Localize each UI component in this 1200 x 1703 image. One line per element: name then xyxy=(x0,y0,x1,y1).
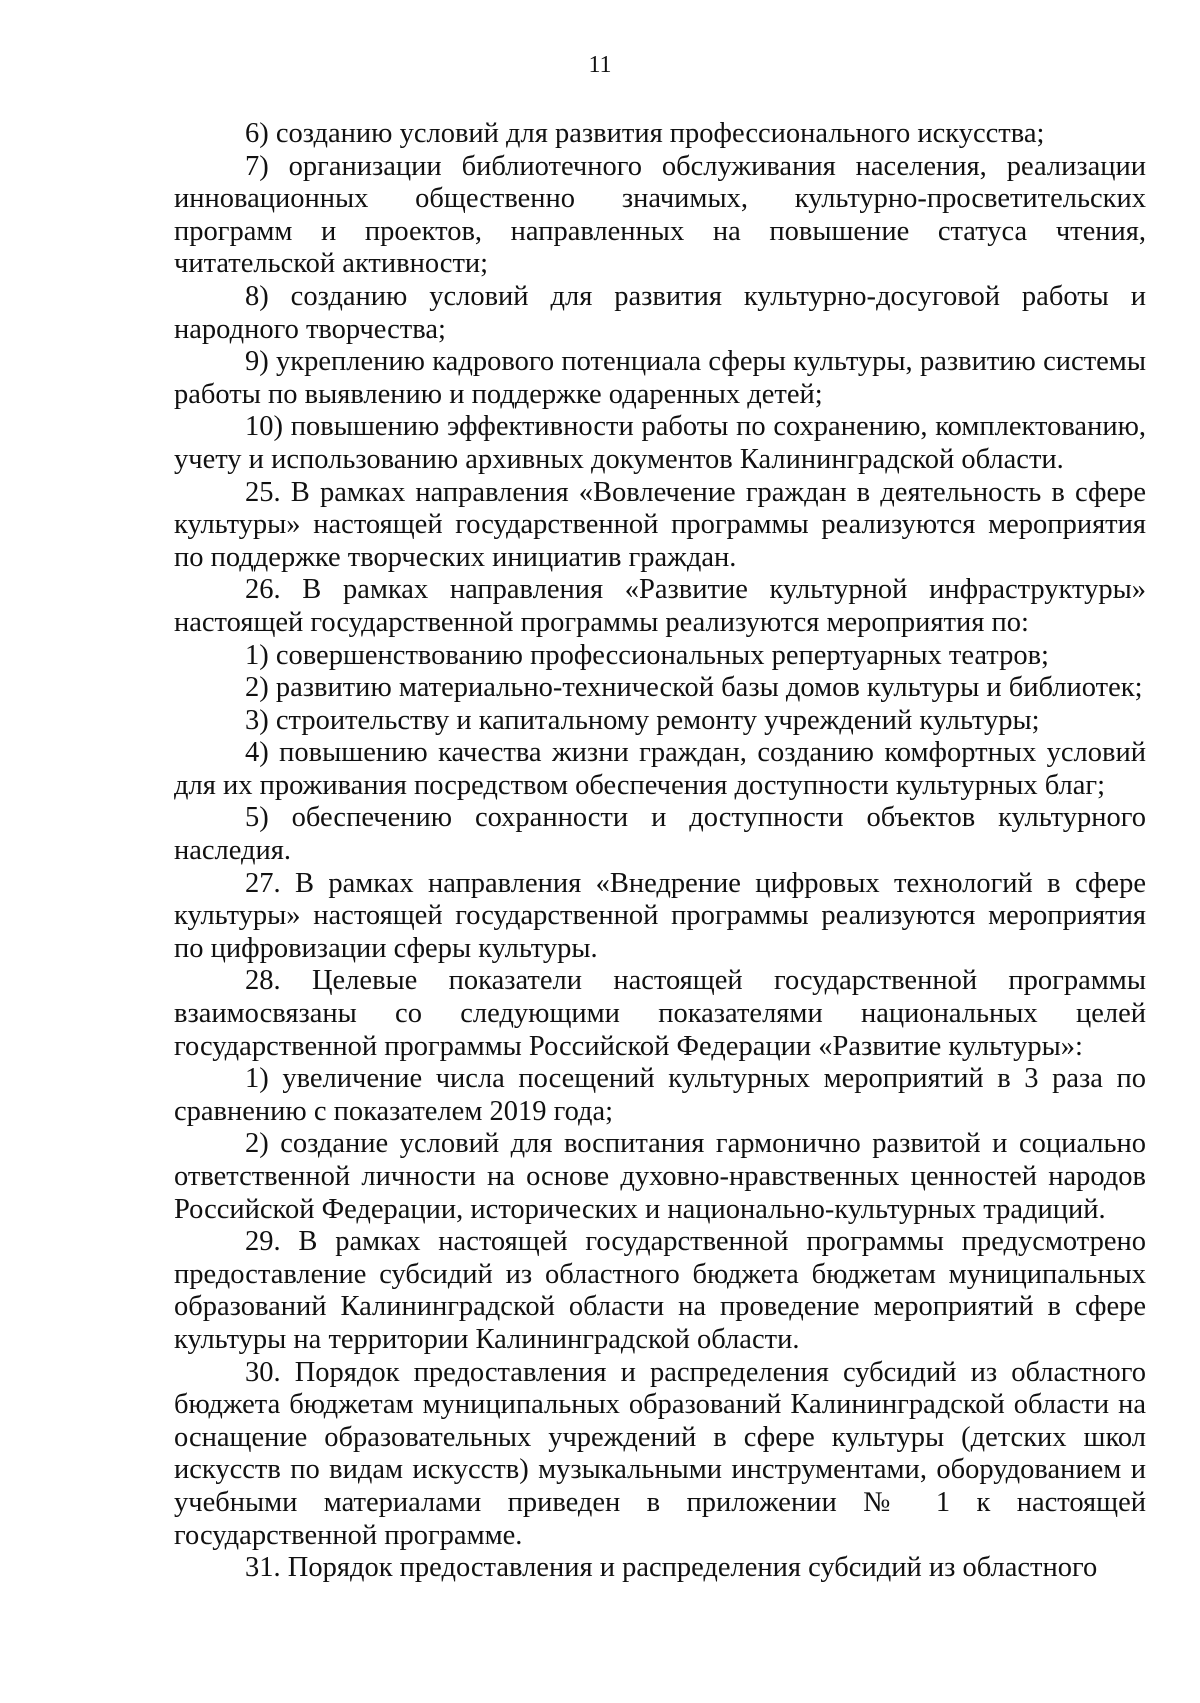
paragraph-section-30: 30. Порядок предоставления и распределения субсидий из областного бюджета бюджетам муниципальных образований Калининградской области на оснащение образовательных учреждений в сфере культуры (детских школ искусств по видам искусств) музыкальными инструментами, оборудованием и учебными материалами приведен в приложении № 1 к настоящей государственной программе. xyxy=(174,1356,1146,1551)
document-body xyxy=(174,118,1146,1585)
paragraph-section-26-item-1: 1) совершенствованию профессиональных репертуарных театров; xyxy=(245,639,1049,671)
paragraph-section-27: 27. В рамках направления «Внедрение цифровых технологий в сфере культуры» настоящей государственной программы реализуются мероприятия по цифровизации сферы культуры. xyxy=(174,867,1146,964)
paragraph-section-28-item-2: 2) создание условий для воспитания гармонично развитой и социально ответственной личности на основе духовно-нравственных ценностей народов Российской Федерации, исторических и национально-культурных традиций. xyxy=(174,1128,1146,1225)
paragraph-section-26-item-3: 3) строительству и капитальному ремонту учреждений культуры; xyxy=(245,704,1040,736)
paragraph-section-26-item-2: 2) развитию материально-технической базы домов культуры и библиотек; xyxy=(245,672,1143,704)
paragraph-item-9: 9) укреплению кадрового потенциала сферы культуры, развитию системы работы по выявлению и поддержке одаренных детей; xyxy=(174,346,1146,410)
paragraph-section-26-item-4: 4) повышению качества жизни граждан, созданию комфортных условий для их проживания посредством обеспечения доступности культурных благ; xyxy=(174,737,1146,801)
paragraph-item-10: 10) повышению эффективности работы по сохранению, комплектованию, учету и использованию архивных документов Калининградской области. xyxy=(174,411,1146,475)
paragraph-section-29: 29. В рамках настоящей государственной программы предусмотрено предоставление субсидий из областного бюджета бюджетам муниципальных образований Калининградской области на проведение мероприятий в сфере культуры на территории Калининградской области. xyxy=(174,1226,1146,1355)
paragraph-item-8: 8) созданию условий для развития культурно-досуговой работы и народного творчества; xyxy=(174,280,1146,345)
paragraph-item-7: 7) организации библиотечного обслуживания населения, реализации инновационных общественно значимых, культурно-просветительских программ и проектов, направленных на повышение статуса чтения, читательской активности; xyxy=(174,150,1146,280)
page-number: 11 xyxy=(588,52,612,78)
paragraph-section-26: 26. В рамках направления «Развитие культурной инфраструктуры» настоящей государственной программы реализуются мероприятия по: xyxy=(174,574,1146,638)
paragraph-section-31: 31. Порядок предоставления и распределения субсидий из областного xyxy=(245,1552,1098,1584)
paragraph-section-26-item-5: 5) обеспечению сохранности и доступности объектов культурного наследия. xyxy=(174,802,1146,867)
paragraph-section-25: 25. В рамках направления «Вовлечение граждан в деятельность в сфере культуры» настоящей государственной программы реализуются мероприятия по поддержке творческих инициатив граждан. xyxy=(174,476,1146,573)
paragraph-item-6: 6) созданию условий для развития профессионального искусства; xyxy=(245,118,1045,149)
paragraph-section-28-item-1: 1) увеличение числа посещений культурных мероприятий в 3 раза по сравнению с показателем 2019 года; xyxy=(174,1063,1146,1127)
paragraph-section-28: 28. Целевые показатели настоящей государственной программы взаимосвязаны со следующими показателями национальных целей государственной программы Российской Федерации «Развитие культуры»: xyxy=(174,965,1146,1062)
